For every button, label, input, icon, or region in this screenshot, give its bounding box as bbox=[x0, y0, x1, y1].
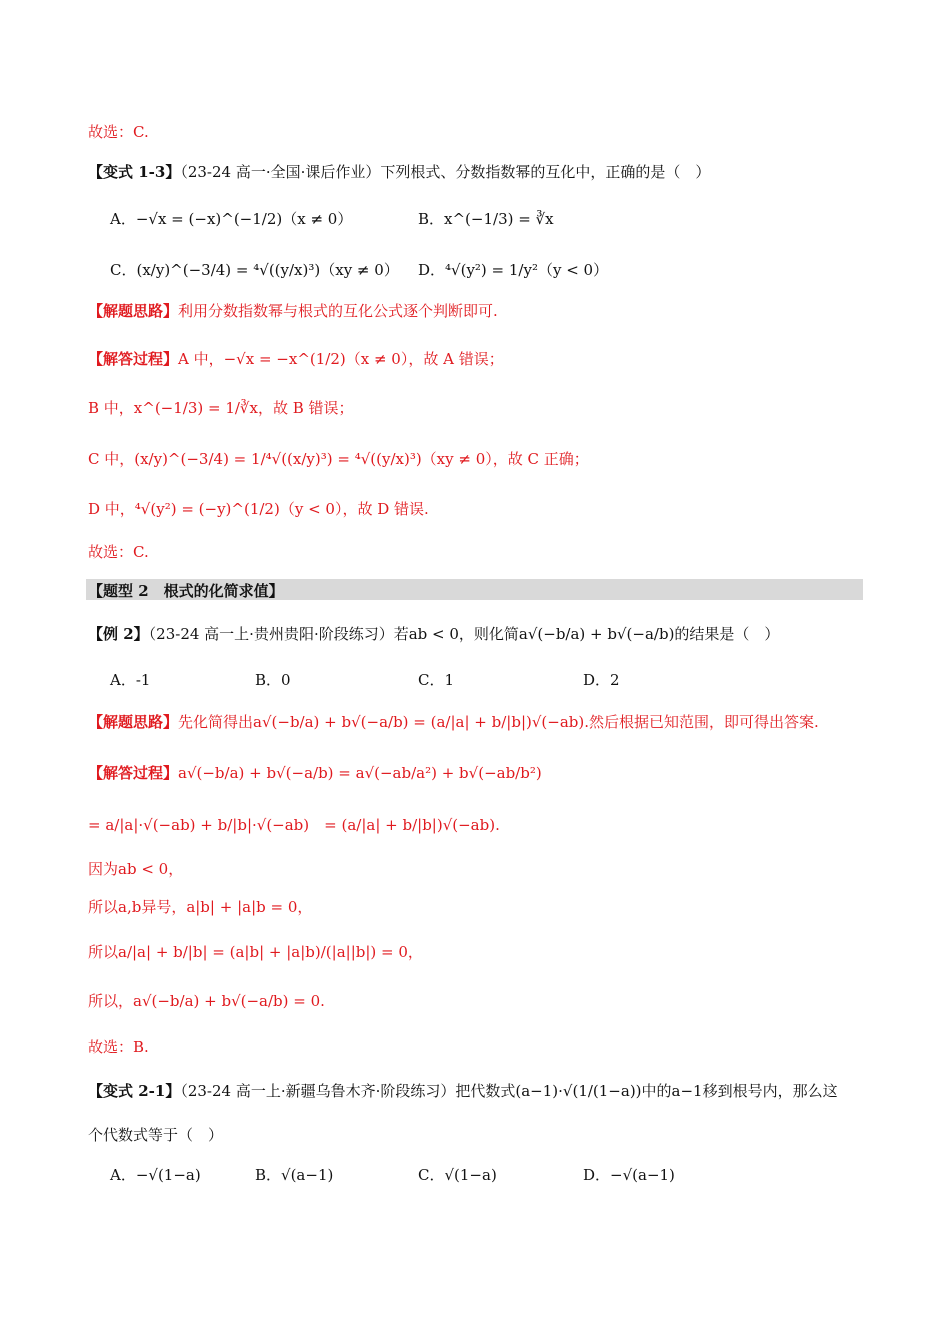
option-d: D．⁴√(y²) = 1/y²（y < 0） bbox=[418, 261, 609, 279]
idea-text: 先化简得出a√(−b/a) + b√(−a/b) = (a/|a| + b/|b|)√(−ab).然后根据已知范围，即可得出答案. bbox=[178, 713, 819, 731]
idea-tag: 【解题思路】 bbox=[88, 302, 179, 320]
solution-process-c: C 中，(x/y)^(−3/4) = 1/⁴√((x/y)³) = ⁴√((y/x)³)（xy ≠ 0），故 C 正确； bbox=[88, 450, 589, 468]
answer-line-2: 故选：C. bbox=[88, 543, 149, 561]
solution-process-5: 所以a/|a| + b/|b| = (a|b| + |a|b)/(|a||b|) = 0， bbox=[88, 943, 423, 961]
solution-process-b: B 中，x^(−1/3) = 1/∛x，故 B 错误； bbox=[88, 399, 354, 417]
option-c: C．1 bbox=[418, 671, 455, 689]
solution-process-d: D 中，⁴√(y²) = (−y)^(1/2)（y < 0），故 D 错误. bbox=[88, 500, 429, 518]
solution-process-3: 因为ab < 0， bbox=[88, 860, 184, 878]
section-header-type-2 bbox=[86, 579, 863, 600]
variant-tag: 【变式 1-3】 bbox=[88, 163, 181, 181]
variant-1-3-stem bbox=[88, 162, 710, 182]
option-b: B．x^(−1/3) = ∛x bbox=[418, 210, 554, 228]
question-text: （23-24 高一上·贵州贵阳·阶段练习）若ab < 0，则化简a√(−b/a) + b√(−a/b)的结果是（ ） bbox=[148, 625, 780, 643]
question-text: （23-24 高一·全国·课后作业）下列根式、分数指数幂的互化中，正确的是（ ） bbox=[180, 163, 711, 181]
option-d: D．2 bbox=[583, 671, 620, 689]
option-d: D．−√(a−1) bbox=[583, 1166, 675, 1184]
option-c: C．(x/y)^(−3/4) = ⁴√((y/x)³)（xy ≠ 0） bbox=[110, 261, 399, 279]
solution-process-2: = a/|a|·√(−ab) + b/|b|·√(−ab) = (a/|a| + b/|b|)√(−ab). bbox=[88, 816, 500, 834]
option-b: B．√(a−1) bbox=[255, 1166, 334, 1184]
solution-idea bbox=[88, 301, 498, 321]
solution-process-1 bbox=[88, 763, 542, 783]
answer-line-3: 故选：B. bbox=[88, 1038, 149, 1056]
variant-tag: 【变式 2-1】 bbox=[88, 1082, 181, 1100]
solution-process-6: 所以，a√(−b/a) + b√(−a/b) = 0. bbox=[88, 992, 325, 1010]
idea-tag: 【解题思路】 bbox=[88, 713, 179, 731]
solution-idea bbox=[88, 712, 819, 732]
solution-process-a bbox=[88, 349, 504, 369]
section-title: 【题型 2 根式的化简求值】 bbox=[88, 582, 284, 600]
example-2-stem bbox=[88, 624, 779, 644]
option-a: A．−√x = (−x)^(−1/2)（x ≠ 0） bbox=[110, 210, 353, 228]
answer-line-1: 故选：C. bbox=[88, 123, 149, 141]
process-tag: 【解答过程】 bbox=[88, 764, 179, 782]
process-text: a√(−b/a) + b√(−a/b) = a√(−ab/a²) + b√(−ab/b²) bbox=[178, 764, 542, 782]
solution-process-4: 所以a,b异号，a|b| + |a|b = 0， bbox=[88, 898, 313, 916]
option-a: A．-1 bbox=[110, 671, 151, 689]
process-text: A 中，−√x = −x^(1/2)（x ≠ 0），故 A 错误； bbox=[178, 350, 504, 368]
variant-2-1-stem bbox=[88, 1081, 838, 1101]
question-text: （23-24 高一上·新疆乌鲁木齐·阶段练习）把代数式(a−1)·√(1/(1−a))中的a−1移到根号内，那么这 bbox=[180, 1082, 838, 1100]
option-c: C．√(1−a) bbox=[418, 1166, 497, 1184]
example-tag: 【例 2】 bbox=[88, 625, 149, 643]
variant-2-1-stem-cont: 个代数式等于（ ） bbox=[88, 1126, 224, 1144]
idea-text: 利用分数指数幂与根式的互化公式逐个判断即可. bbox=[178, 302, 498, 320]
option-a: A．−√(1−a) bbox=[110, 1166, 201, 1184]
process-tag: 【解答过程】 bbox=[88, 350, 179, 368]
option-b: B．0 bbox=[255, 671, 291, 689]
